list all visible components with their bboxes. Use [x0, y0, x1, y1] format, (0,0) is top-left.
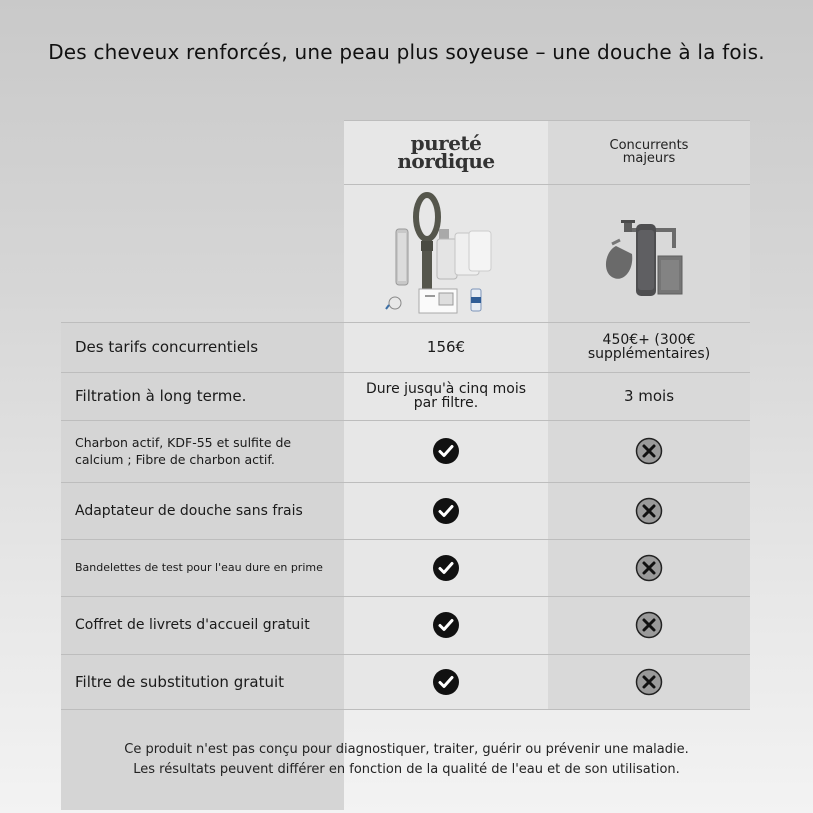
- disclaimer-line1: Ce produit n'est pas conçu pour diagnostiquer, traiter, guérir ou prévenir une maladie.: [124, 742, 689, 757]
- check-icon: [344, 654, 548, 709]
- headline: Des cheveux renforcés, une peau plus soyeuse – une douche à la fois.: [48, 40, 765, 64]
- row-label: Des tarifs concurrentiels: [75, 338, 259, 356]
- row-label: Bandelettes de test pour l'eau dure en prime: [75, 561, 323, 574]
- brand-logo: [344, 120, 548, 184]
- x-icon: [548, 482, 750, 539]
- comparison-table: [61, 120, 750, 710]
- competitor-product-image: [548, 184, 750, 322]
- row-label: Filtre de substitution gratuit: [75, 672, 285, 691]
- brand-price: 156€: [426, 338, 466, 356]
- brand-product-image: [344, 184, 548, 322]
- competitor-filtration: 3 mois: [623, 387, 675, 405]
- competitor-header: [548, 120, 750, 184]
- x-icon: [548, 596, 750, 654]
- row-label: Coffret de livrets d'accueil gratuit: [75, 617, 310, 633]
- x-icon: [548, 420, 750, 482]
- row-label: Charbon actif, KDF-55 et sulfite de calcium ; Fibre de charbon actif.: [75, 435, 292, 467]
- x-icon: [548, 539, 750, 596]
- competitor-header-line1: Concurrents: [609, 138, 689, 153]
- disclaimer: [0, 740, 813, 780]
- divider: [61, 709, 750, 710]
- check-icon: [344, 482, 548, 539]
- check-icon: [344, 420, 548, 482]
- brand-logo-line2: nordique: [397, 149, 495, 173]
- brand-logo-line1: pureté: [410, 131, 482, 155]
- brand-filtration: Dure jusqu'à cinq mois par filtre.: [365, 381, 527, 411]
- check-icon: [344, 539, 548, 596]
- competitor-header-line2: majeurs: [622, 151, 676, 166]
- x-icon: [548, 654, 750, 709]
- competitor-price: 450€+ (300€ supplémentaires): [587, 332, 711, 362]
- row-label: Filtration à long terme.: [75, 387, 247, 405]
- row-label: Adaptateur de douche sans frais: [75, 502, 303, 519]
- check-icon: [344, 596, 548, 654]
- disclaimer-line2: Les résultats peuvent différer en fonction de la qualité de l'eau et de son utilisation.: [133, 762, 680, 777]
